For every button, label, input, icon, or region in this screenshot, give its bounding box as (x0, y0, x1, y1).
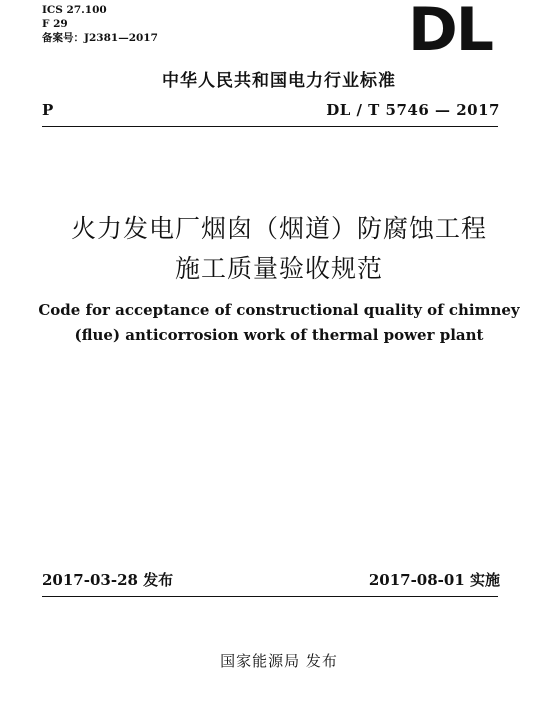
publisher: 国家能源局 发布 (220, 652, 338, 670)
header-divider (42, 126, 498, 127)
implementation-date: 2017-08-01 实施 (368, 571, 500, 589)
industry-standard-title: 中华人民共和国电力行业标准 (162, 71, 396, 91)
english-title-line-1: Code for acceptance of constructional quality of chimney (38, 301, 520, 319)
issue-date: 2017-03-28 发布 (42, 571, 174, 589)
category-letter: P (42, 101, 54, 119)
filing-number: 备案号：J2381—2017 (42, 32, 158, 44)
chinese-title-line-2: 施工质量验收规范 (174, 254, 383, 283)
chinese-title-line-1: 火力发电厂烟囱（烟道）防腐蚀工程 (70, 214, 487, 243)
ics-code: ICS 27.100 (42, 4, 107, 16)
footer-divider (42, 596, 498, 597)
classification-code: F 29 (42, 18, 68, 30)
english-title-line-2: (flue) anticorrosion work of thermal power plant (74, 326, 484, 344)
dl-logo: DL (408, 0, 493, 65)
standard-number: DL / T 5746 — 2017 (326, 101, 500, 119)
